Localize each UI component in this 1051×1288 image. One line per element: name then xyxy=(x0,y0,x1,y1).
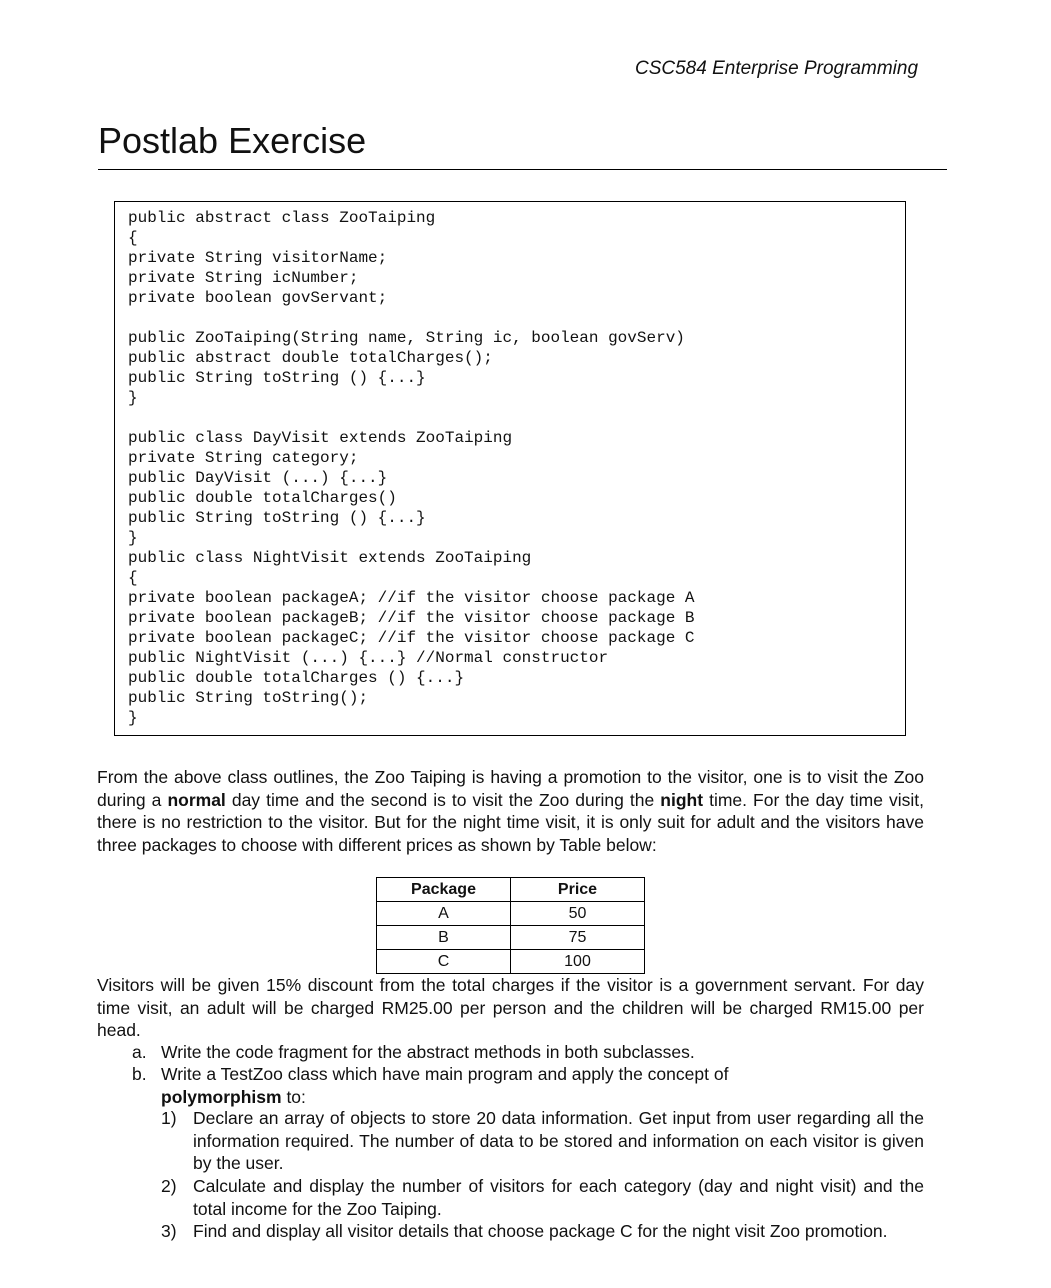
code-box xyxy=(114,201,906,736)
code-line: public class NightVisit extends ZooTaiping xyxy=(128,549,532,567)
code-line: public ZooTaiping(String name, String ic, boolean govServ) xyxy=(128,329,685,347)
table-cell: 100 xyxy=(511,950,645,974)
task-b-bold: polymorphism xyxy=(161,1086,282,1107)
intro-text-2: day time and the second is to visit the Zoo during the xyxy=(225,789,661,810)
page-title: Postlab Exercise xyxy=(98,120,367,161)
subtask-1-text: Declare an array of objects to store 20 data information. Get input from user regarding all the information required. The number of data to be stored and information on each visitor is given by the user. xyxy=(193,1108,924,1173)
code-line: public String toString () {...} xyxy=(128,369,426,387)
intro-text-3: time. For the day time visit, there is no restriction to the visitor. But for the night time visit, it is only suit for adult and the visitors have three packages to choose with different prices as shown by Table below: xyxy=(97,789,925,855)
subtask-1-marker: 1) xyxy=(161,1108,177,1128)
table-cell: C xyxy=(377,950,511,974)
table-cell: 75 xyxy=(511,926,645,950)
intro-text-1: From the above class outlines, the Zoo Taiping is having a promotion to the visitor, one is to visit the Zoo during a xyxy=(97,767,924,810)
code-line: public abstract class ZooTaiping xyxy=(128,209,436,227)
code-line: { xyxy=(128,229,138,247)
code-line: private boolean packageC; //if the visitor choose package C xyxy=(128,629,695,647)
subtask-3-text: Find and display all visitor details that choose package C for the night visit Zoo promotion. xyxy=(193,1221,888,1241)
code-line: public String toString () {...} xyxy=(128,509,426,527)
code-line: private String icNumber; xyxy=(128,269,359,287)
discount-paragraph: Visitors will be given 15% discount from the total charges if the visitor is a government servant. For day time visit, an adult will be charged RM25.00 per person and the children will be charged RM15.00 per head. xyxy=(97,975,924,1040)
code-line: } xyxy=(128,389,138,407)
table-cell: B xyxy=(377,926,511,950)
task-b-marker: b. xyxy=(132,1064,147,1084)
code-line: private boolean govServant; xyxy=(128,289,388,307)
code-line: { xyxy=(128,569,138,587)
code-line: private boolean packageA; //if the visitor choose package A xyxy=(128,589,695,607)
table-cell: A xyxy=(377,902,511,926)
subtask-3-marker: 3) xyxy=(161,1221,177,1241)
subtask-2-marker: 2) xyxy=(161,1176,177,1196)
table-row xyxy=(377,926,645,950)
intro-bold-night: night xyxy=(660,789,704,810)
task-a-text: Write the code fragment for the abstract methods in both subclasses. xyxy=(161,1042,695,1062)
code-line: public double totalCharges () {...} xyxy=(128,669,465,687)
code-line: } xyxy=(128,529,138,547)
code-line: public NightVisit (...) {...} //Normal constructor xyxy=(128,649,609,667)
table-row xyxy=(377,902,645,926)
table-cell: 50 xyxy=(511,902,645,926)
subtask-2-text: Calculate and display the number of visitors for each category (day and night visit) and the total income for the Zoo Taiping. xyxy=(193,1176,924,1219)
code-line: public double totalCharges() xyxy=(128,489,397,507)
code-line: public class DayVisit extends ZooTaiping xyxy=(128,429,513,447)
code-line: public abstract double totalCharges(); xyxy=(128,349,493,367)
code-line: private String category; xyxy=(128,449,359,467)
task-b-tail: to: xyxy=(281,1086,306,1107)
price-table xyxy=(376,877,645,974)
table-row xyxy=(377,950,645,974)
task-b-text xyxy=(161,1063,811,1108)
code-line: } xyxy=(128,709,138,727)
table-header-row xyxy=(377,878,645,902)
intro-paragraph xyxy=(97,766,924,856)
task-a-marker: a. xyxy=(132,1042,147,1062)
code-line: public DayVisit (...) {...} xyxy=(128,469,388,487)
code-line: public String toString(); xyxy=(128,689,369,707)
task-b-lead: Write a TestZoo class which have main program and apply the concept of xyxy=(161,1064,729,1084)
table-header-price: Price xyxy=(511,878,645,902)
table-header-package: Package xyxy=(377,878,511,902)
code-line: private String visitorName; xyxy=(128,249,388,267)
intro-bold-normal: normal xyxy=(167,789,226,810)
code-line: private boolean packageB; //if the visitor choose package B xyxy=(128,609,695,627)
title-rule xyxy=(98,169,947,170)
course-header: CSC584 Enterprise Programming xyxy=(635,58,919,79)
